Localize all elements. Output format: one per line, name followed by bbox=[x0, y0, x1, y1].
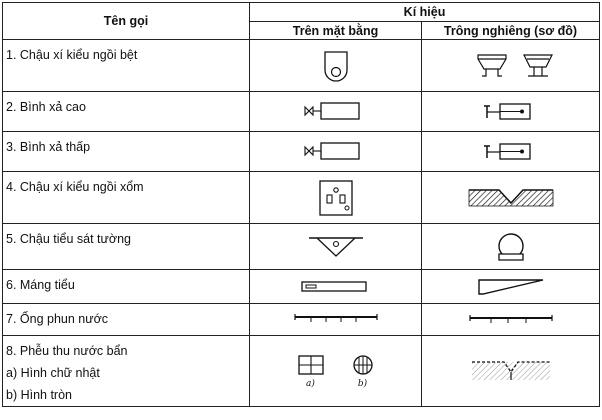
urinal-plan-icon bbox=[301, 232, 371, 262]
plan-symbol-cell bbox=[250, 172, 422, 224]
row-label: 1. Chậu xí kiểu ngồi bệt bbox=[3, 40, 250, 92]
spray-pipe-side-icon bbox=[466, 312, 556, 328]
header-plan: Trên mặt bằng bbox=[250, 22, 422, 40]
table-row bbox=[3, 132, 600, 172]
high-tank-side-icon bbox=[476, 99, 546, 125]
header-name: Tên gọi bbox=[3, 3, 250, 40]
low-tank-side-icon bbox=[476, 139, 546, 165]
squat-toilet-plan-icon bbox=[316, 178, 356, 218]
plan-symbol-cell bbox=[250, 336, 422, 407]
table-row bbox=[3, 336, 600, 407]
toilet-plan-icon bbox=[321, 48, 351, 84]
row-sublabel-b: b) Hình tròn bbox=[6, 388, 73, 402]
row-label: 6. Máng tiểu bbox=[3, 270, 250, 304]
table-row bbox=[3, 270, 600, 304]
high-tank-plan-icon bbox=[301, 101, 371, 123]
header-symbol: Kí hiệu bbox=[250, 3, 600, 22]
urinal-side-icon bbox=[491, 230, 531, 264]
plan-symbol-cell bbox=[250, 92, 422, 132]
side-symbol-cell bbox=[422, 40, 600, 92]
plan-symbol-cell bbox=[250, 270, 422, 304]
side-symbol-cell bbox=[422, 270, 600, 304]
row-label: 2. Bình xả cao bbox=[3, 92, 250, 132]
side-symbol-cell bbox=[422, 172, 600, 224]
plan-symbol-cell bbox=[250, 40, 422, 92]
urinal-trough-side-icon bbox=[471, 276, 551, 298]
plan-symbol-cell bbox=[250, 132, 422, 172]
row-label: 4. Chậu xí kiểu ngồi xổm bbox=[3, 172, 250, 224]
table-row bbox=[3, 172, 600, 224]
caption-a: a) bbox=[306, 379, 315, 389]
side-symbol-cell bbox=[422, 224, 600, 270]
urinal-trough-plan-icon bbox=[296, 278, 376, 296]
row-label: 7. Ống phun nước bbox=[3, 304, 250, 336]
floor-drain-side-icon bbox=[466, 358, 556, 384]
row-label: 5. Chậu tiểu sát tường bbox=[3, 224, 250, 270]
rect-drain-plan-icon bbox=[296, 353, 326, 379]
toilet-side-icon bbox=[456, 49, 566, 83]
symbol-table bbox=[2, 2, 600, 407]
table-row bbox=[3, 40, 600, 92]
round-drain-plan-icon bbox=[350, 353, 376, 379]
low-tank-plan-icon bbox=[301, 141, 371, 163]
side-symbol-cell bbox=[422, 132, 600, 172]
plan-symbol-cell bbox=[250, 224, 422, 270]
plan-symbol-cell bbox=[250, 304, 422, 336]
row-label: 8. Phễu thu nước bẩn a) Hình chữ nhật b) Hình tròn bbox=[3, 336, 250, 407]
squat-toilet-side-icon bbox=[463, 185, 559, 211]
caption-b: b) bbox=[357, 379, 368, 389]
table-row bbox=[3, 304, 600, 336]
table-row bbox=[3, 224, 600, 270]
side-symbol-cell bbox=[422, 92, 600, 132]
header-side: Trông nghiêng (sơ đồ) bbox=[422, 22, 600, 40]
table-row bbox=[3, 92, 600, 132]
side-symbol-cell bbox=[422, 336, 600, 407]
spray-pipe-plan-icon bbox=[291, 312, 381, 328]
row-sublabel-a: a) Hình chữ nhật bbox=[6, 366, 100, 380]
row-label: 3. Bình xả thấp bbox=[3, 132, 250, 172]
side-symbol-cell bbox=[422, 304, 600, 336]
